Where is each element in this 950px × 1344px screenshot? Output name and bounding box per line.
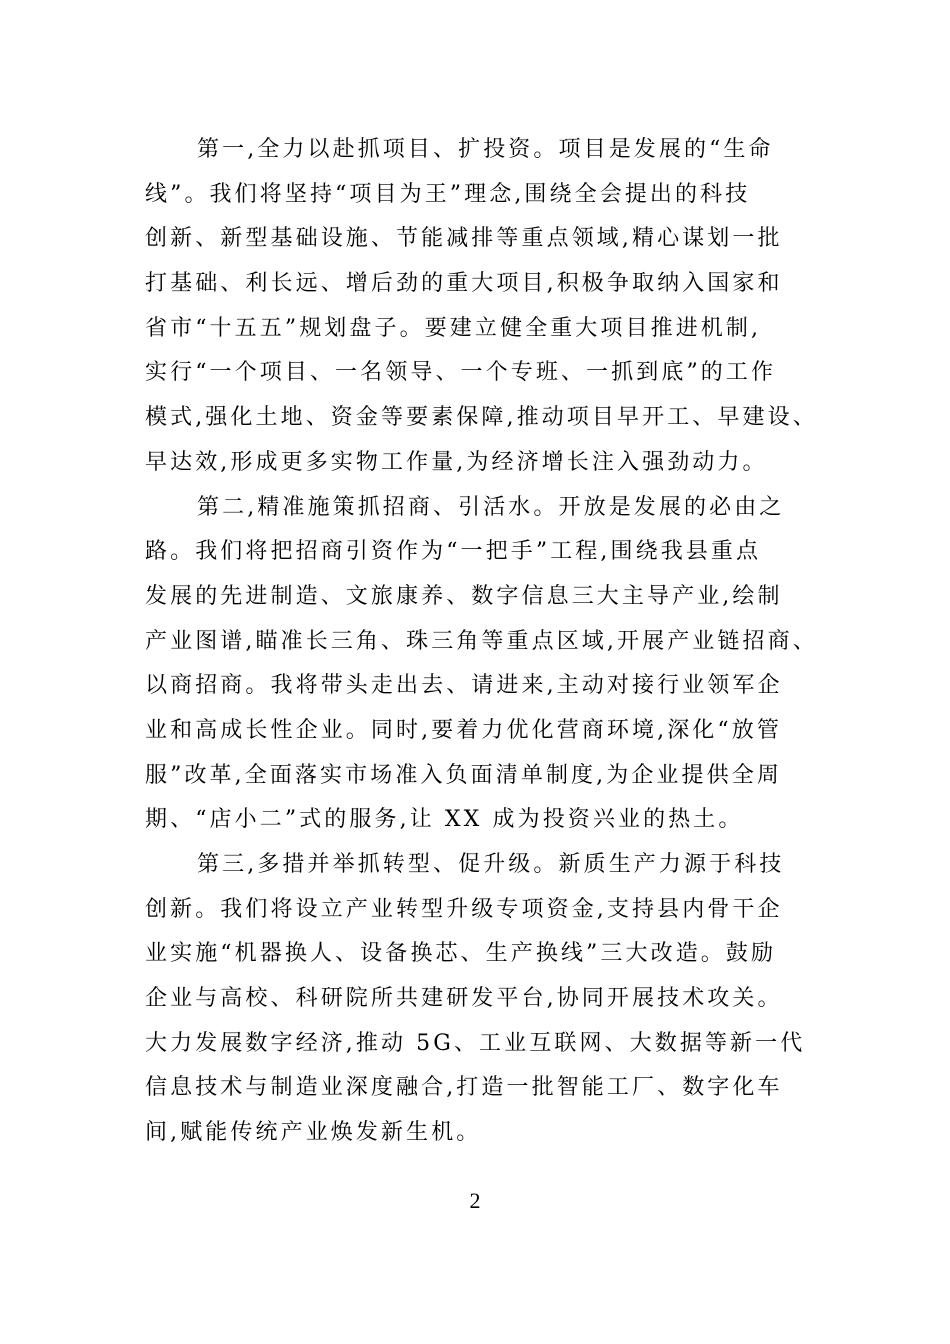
text-line: 路。我们将把招商引资作为“一把手”工程,围绕我县重点 (145, 539, 762, 565)
document-body (145, 128, 825, 1156)
paragraph-1 (145, 128, 825, 486)
text-line: 期、“店小二”式的服务,让 XX 成为投资兴业的热土。 (145, 807, 744, 833)
text-line: 产业图谱,瞄准长三角、珠三角等重点区域,开展产业链招商、 (145, 628, 818, 654)
text-line: 服”改革,全面落实市场准入负面清单制度,为企业提供全周 (145, 762, 782, 788)
paragraph-2 (145, 486, 825, 844)
text-line: 业和高成长性企业。同时,要着力优化营商环境,深化“放管 (145, 717, 782, 743)
text-line: 线”。我们将坚持“项目为王”理念,围绕全会提出的科技 (145, 181, 751, 207)
text-line: 间,赋能传统产业焕发新生机。 (145, 1120, 482, 1146)
text-line: 信息技术与制造业深度融合,打造一批智能工厂、数字化车 (145, 1075, 783, 1101)
text-line: 大力发展数字经济,推动 5G、工业互联网、大数据等新一代 (145, 1030, 806, 1056)
text-line: 打基础、利长远、增后劲的重大项目,积极争取纳入国家和 (145, 271, 783, 297)
text-line: 第二,精准施策抓招商、引活水。开放是发展的必由之 (197, 494, 785, 520)
text-line: 创新。我们将设立产业转型升级专项资金,支持县内骨干企 (145, 896, 783, 922)
text-line: 业实施“机器换人、设备换芯、生产换线”三大改造。鼓励 (145, 941, 777, 967)
text-line: 创新、新型基础设施、节能减排等重点领域,精心谋划一批 (145, 226, 783, 252)
page-number: 2 (469, 1188, 481, 1213)
text-line: 早达效,形成更多实物工作量,为经济增长注入强劲动力。 (145, 449, 768, 475)
text-line: 第三,多措并举抓转型、促升级。新质生产力源于科技 (197, 852, 785, 877)
text-line: 模式,强化土地、资金等要素保障,推动项目早开工、早建设、 (145, 405, 818, 431)
text-line: 发展的先进制造、文旅康养、数字信息三大主导产业,绘制 (145, 583, 783, 609)
text-line: 以商招商。我将带头走出去、请进来,主动对接行业领军企 (145, 673, 783, 699)
text-line: 第一,全力以赴抓项目、扩投资。项目是发展的“生命 (197, 137, 774, 162)
text-line: 实行“一个项目、一名领导、一个专班、一抓到底”的工作 (145, 360, 777, 386)
text-line: 省市“十五五”规划盘子。要建立健全重大项目推进机制, (145, 315, 762, 341)
text-line: 企业与高校、科研院所共建研发平台,协同开展技术攻关。 (145, 986, 783, 1012)
paragraph-3 (145, 843, 825, 1156)
